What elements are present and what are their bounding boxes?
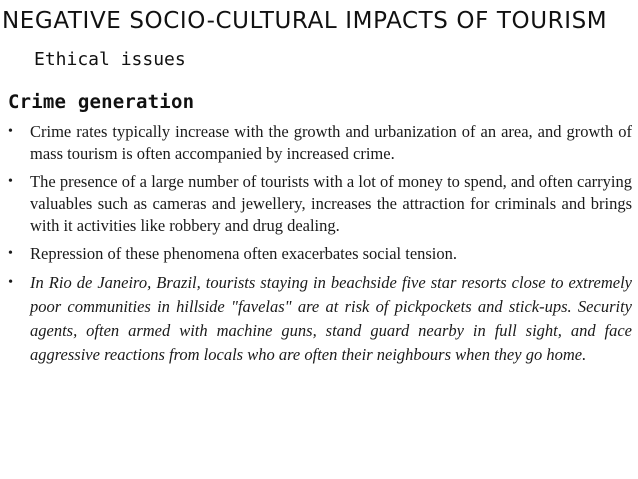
list-item-text: The presence of a large number of tourists with a lot of money to spend, and often carrying valuables such as cameras and jewellery, increases the attraction for criminals and brings with it activities like robbery and drug dealing. (30, 172, 632, 235)
slide-subtitle: Ethical issues (34, 49, 186, 70)
list-item-text: Repression of these phenomena often exacerbates social tension. (30, 244, 458, 263)
bullet-icon: • (8, 275, 13, 290)
list-item (8, 243, 632, 265)
list-item (8, 271, 632, 367)
section-heading: Crime generation (8, 91, 195, 113)
bullet-icon: • (8, 174, 13, 189)
list-item-text: Crime rates typically increase with the growth and urbanization of an area, and growth of mass tourism is often accompanied by increased crime. (30, 122, 632, 163)
bullet-icon: • (8, 124, 13, 139)
bullet-icon: • (8, 246, 13, 261)
list-item (8, 121, 632, 165)
list-item-text: In Rio de Janeiro, Brazil, tourists staying in beachside five star resorts close to extremely poor communities in hillside "favelas" are at risk of pickpockets and stick-ups. Security agents, often armed with machine guns, stand guard nearby in full sight, and face aggressive reactions from locals who are often their neighbours when they go home. (30, 273, 632, 364)
slide-title: NEGATIVE SOCIO-CULTURAL IMPACTS OF TOURISM (2, 8, 608, 34)
bullet-list (8, 121, 632, 373)
list-item (8, 171, 632, 237)
